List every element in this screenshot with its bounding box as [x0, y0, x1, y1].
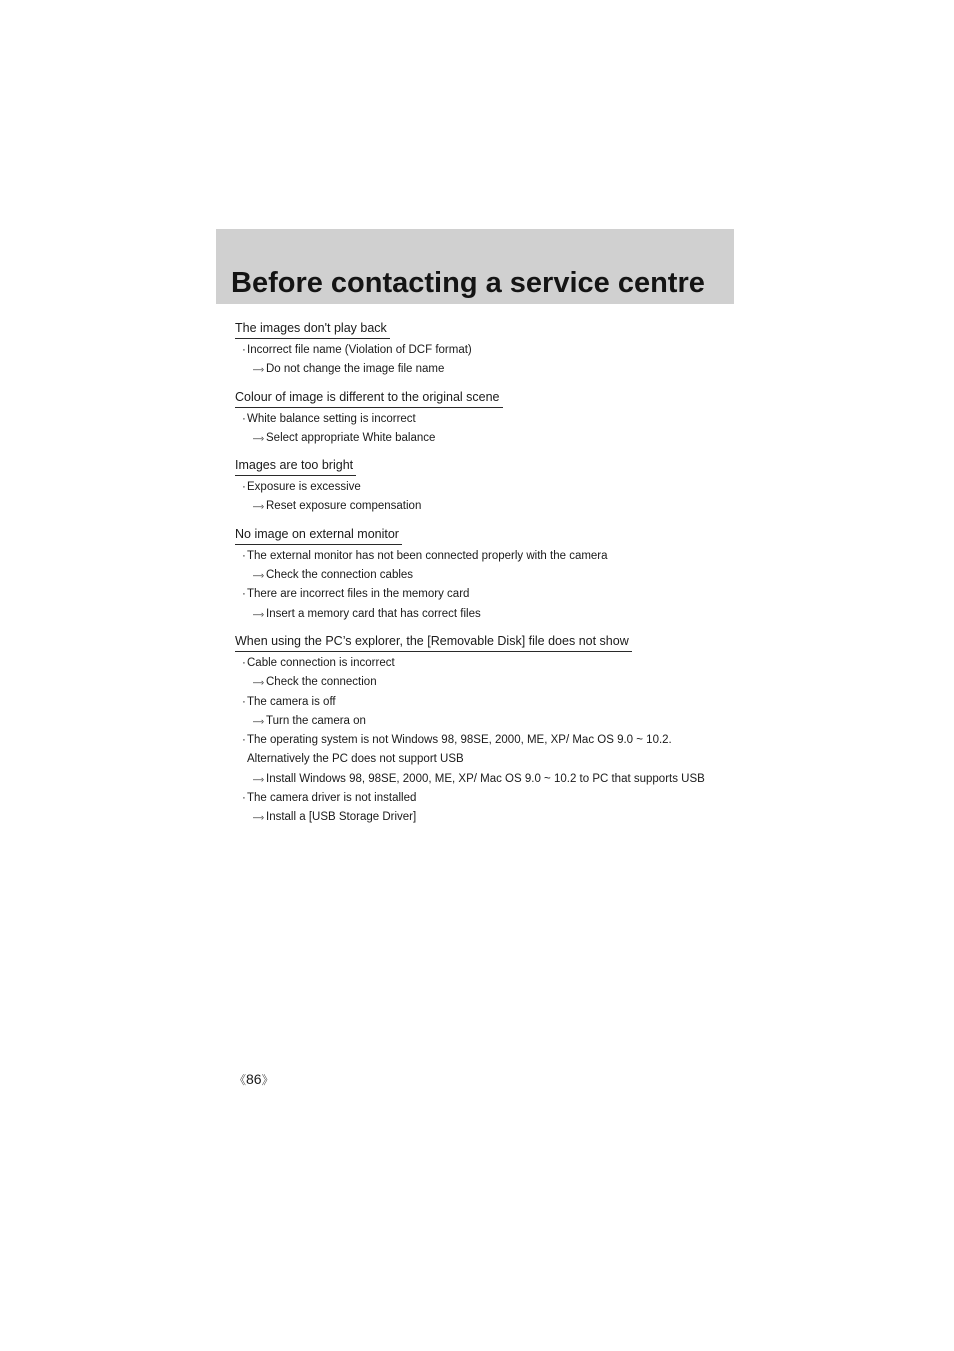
item-list — [235, 410, 735, 449]
section-colour-different — [235, 388, 735, 449]
solution-text: Check the connection cables — [266, 569, 414, 582]
cause-item — [235, 693, 735, 712]
bullet-icon: · — [242, 695, 246, 708]
solution-text: Install a [USB Storage Driver] — [266, 811, 417, 824]
page-bracket-close: 》 — [261, 1073, 274, 1087]
item-list — [235, 478, 735, 517]
page-title: Before contacting a service centre — [231, 267, 705, 299]
solution-item — [235, 673, 735, 692]
cause-text: Incorrect file name (Violation of DCF format) — [247, 344, 472, 356]
page-number — [234, 1069, 274, 1090]
arrow-icon: —› — [253, 812, 263, 823]
bullet-icon: · — [242, 734, 246, 747]
bullet-icon: · — [242, 344, 246, 356]
section-heading: Colour of image is different to the original scene — [235, 390, 503, 408]
solution-text: Insert a memory card that has correct files — [266, 607, 481, 620]
arrow-icon: —› — [253, 773, 263, 784]
section-removable-disk — [235, 632, 735, 828]
cause-item — [235, 478, 735, 497]
bullet-icon: · — [242, 412, 246, 425]
arrow-icon: —› — [253, 677, 263, 688]
solution-text: Install Windows 98, 98SE, 2000, ME, XP/ Mac OS 9.0 ~ 10.2 to PC that supports USB — [266, 772, 705, 785]
bullet-icon: · — [242, 481, 246, 494]
bullet-icon: · — [242, 588, 246, 601]
item-list — [235, 654, 735, 828]
cause-item — [235, 547, 735, 566]
cause-continuation: Alternatively the PC does not support USB — [247, 753, 464, 766]
page-number-value: 86 — [246, 1071, 262, 1087]
bullet-icon: · — [242, 656, 246, 669]
cause-item — [235, 731, 735, 750]
solution-item — [235, 429, 735, 448]
solution-text: Turn the camera on — [266, 714, 366, 727]
section-heading: Images are too bright — [235, 458, 356, 476]
bullet-icon: · — [242, 549, 246, 562]
item-list — [235, 341, 735, 380]
solution-item — [235, 360, 735, 379]
cause-item — [235, 341, 735, 360]
section-no-external-image — [235, 525, 735, 624]
item-list — [235, 547, 735, 624]
solution-text: Check the connection — [266, 676, 377, 689]
troubleshooting-list — [235, 319, 735, 828]
section-heading: When using the PC’s explorer, the [Removable Disk] file does not show — [235, 634, 632, 652]
arrow-icon: —› — [253, 432, 263, 443]
solution-item — [235, 605, 735, 624]
cause-text: Exposure is excessive — [247, 481, 361, 494]
solution-item — [235, 770, 735, 789]
arrow-icon: —› — [253, 364, 263, 375]
arrow-icon: —› — [253, 570, 263, 581]
solution-text: Reset exposure compensation — [266, 500, 422, 513]
cause-text: There are incorrect files in the memory card — [247, 588, 470, 601]
section-too-bright — [235, 456, 735, 517]
cause-text: The external monitor has not been connected properly with the camera — [247, 549, 608, 562]
section-images-dont-play — [235, 319, 735, 380]
page-bracket-open: 《 — [234, 1073, 247, 1087]
solution-text: Do not change the image file name — [266, 363, 445, 376]
section-heading: No image on external monitor — [235, 527, 402, 545]
cause-text: The operating system is not Windows 98, 98SE, 2000, ME, XP/ Mac OS 9.0 ~ 10.2. — [247, 734, 672, 747]
solution-item — [235, 712, 735, 731]
cause-text: White balance setting is incorrect — [247, 412, 416, 425]
arrow-icon: —› — [253, 608, 263, 619]
cause-item — [235, 410, 735, 429]
cause-text: The camera driver is not installed — [247, 792, 417, 805]
arrow-icon: —› — [253, 501, 263, 512]
solution-item — [235, 497, 735, 516]
cause-item — [235, 789, 735, 808]
bullet-icon: · — [242, 792, 246, 805]
cause-item — [235, 585, 735, 604]
cause-text: Cable connection is incorrect — [247, 656, 395, 669]
arrow-icon: —› — [253, 715, 263, 726]
title-banner — [216, 229, 734, 304]
solution-text: Select appropriate White balance — [266, 431, 436, 444]
section-heading: The images don't play back — [235, 321, 390, 339]
solution-item — [235, 566, 735, 585]
solution-item — [235, 808, 735, 827]
cause-item — [235, 654, 735, 673]
cause-text: The camera is off — [247, 695, 336, 708]
